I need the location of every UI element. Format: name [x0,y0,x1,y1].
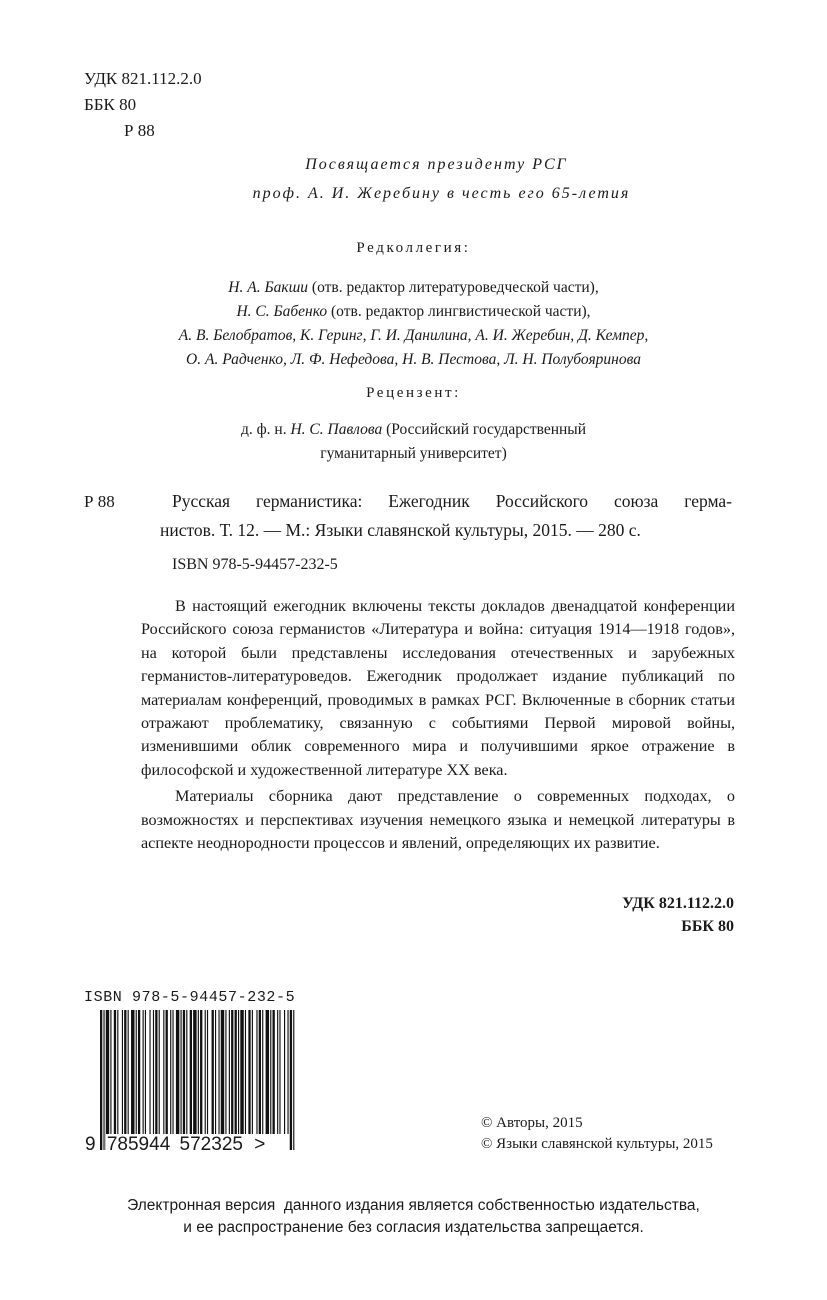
reviewer-line-2: гуманитарный университет) [320,445,507,462]
barcode-bar [166,1010,168,1134]
barcode-isbn-text: ISBN 978-5-94457-232-5 [84,989,296,1006]
barcode-bar [193,1010,196,1134]
barcode-bar [266,1010,269,1134]
barcode-bar [181,1010,182,1134]
barcode-bar [290,1010,292,1150]
barcode-bar [221,1010,224,1134]
barcode-bar [293,1010,294,1150]
barcode-bar [259,1010,261,1134]
reviewer-line-1: д. ф. н. Н. С. Павлова (Российский государственный [240,421,587,438]
barcode-bar [155,1010,157,1134]
barcode-bar [277,1010,278,1134]
barcode-bar [225,1010,226,1134]
barcode-bar [122,1010,123,1134]
biblio-line-1: Русская германистика: Ежегодник Российского союза герма- [172,491,732,511]
board-line-2: Н. С. Бабенко (отв. редактор лингвистической части), [236,303,591,320]
barcode-first-digit: 9 [85,1134,96,1155]
barcode-bar [248,1010,250,1134]
biblio-line-2: нистов. Т. 12. — М.: Языки славянской культуры, 2015. — 280 с. [160,520,641,540]
barcode-bar [215,1010,216,1134]
copyright-authors: © Авторы, 2015 [481,1115,583,1131]
barcode-bar [103,1010,104,1150]
classification-codes-bottom [622,892,734,938]
classification-codes-top [84,66,202,144]
barcode-bar [284,1010,285,1134]
barcode-bar [240,1010,243,1134]
barcode-bar [131,1010,134,1134]
board-line-3: А. В. Белобратов, К. Геринг, Г. И. Данилина, А. И. Жеребин, Д. Кемпер, [178,327,649,344]
barcode-digits [84,1134,266,1156]
barcode-bar [218,1010,219,1134]
barcode-bar [198,1010,199,1150]
abstract [141,595,735,855]
barcode-bar [143,1010,144,1134]
barcode-bar [238,1010,239,1134]
barcode-bar [279,1010,280,1134]
bibliographic-record [160,487,732,545]
barcode-bar [270,1010,271,1134]
barcode-bar [114,1010,116,1134]
editorial-board [0,276,827,372]
barcode-group-2: 572325 [179,1134,243,1155]
barcode-bar [190,1010,192,1134]
barcode-bar [149,1010,150,1134]
barcode-bar [124,1010,126,1134]
barcode-bar [235,1010,237,1134]
barcode-bar [212,1010,214,1134]
barcode-bar [231,1010,233,1134]
board-heading: Редколлегия: [356,240,471,256]
biblio-mark: Р 88 [84,492,115,511]
abstract-paragraph-1: В настоящий ежегодник включены тексты докладов двенадцатой конференции Российского союза германистов «Литература и война: ситуация 1914—1918 годов», на которой были представлены исследования отечественных и зарубежных германистов-литературоведов. Ежегодник продолжает издание публикаций по материалам конференций, проводимых в рамках РСГ. Включенные в сборник статьи отражают проблематику, связанную с событиями Первой мировой войны, изменившими облик современного мира и получившими яркое отражение в философской и художественной литературе XX века. [141,597,735,779]
barcode-bar [117,1010,118,1134]
barcode-bar [245,1010,246,1134]
barcode-bar [128,1010,129,1134]
reviewer-heading: Рецензент: [366,385,461,401]
barcode-bar [136,1010,137,1134]
barcode-bar [110,1010,111,1134]
barcode-bar [200,1010,202,1150]
barcode-bar [145,1010,146,1134]
barcode-bar [176,1010,179,1134]
dedication-line-1: Посвящается президенту РСГ [305,156,568,173]
notice-line-2: и ее распространение без согласия издательства запрещается. [183,1219,644,1236]
barcode-bar [205,1010,206,1134]
barcode-bar [183,1010,185,1134]
bbk-code-bottom: ББК 80 [681,918,734,935]
barcode-bar [287,1010,288,1134]
dedication [0,150,827,208]
barcode-bar [159,1010,160,1134]
board-line-4: О. А. Радченко, Л. Ф. Нефедова, Н. В. Пестова, Л. Н. Полубояринова [186,351,641,368]
barcode-bar [186,1010,187,1134]
bbk-code: ББК 80 [84,95,137,114]
udk-code: УДК 821.112.2.0 [84,69,202,88]
barcode-bar [170,1010,171,1134]
copyright-publisher: © Языки славянской культуры, 2015 [481,1136,713,1152]
board-line-1: Н. А. Бакши (отв. редактор литературоведческой части), [228,279,599,296]
barcode-bar [229,1010,230,1134]
copyright-notice [0,1195,827,1239]
barcode-bar [256,1010,257,1134]
barcode-group-1: 785944 [106,1134,171,1155]
barcode-bar [252,1010,253,1134]
reviewer [0,418,827,466]
barcode-bar [163,1010,164,1134]
barcode-bar [100,1010,102,1150]
barcode-bar [207,1010,208,1134]
barcode-bar [262,1010,263,1134]
reviewer-name: Н. С. Павлова [290,421,383,438]
barcode-bar [106,1010,109,1150]
board-editor-1: Н. А. Бакши [228,279,309,296]
isbn-line: ISBN 978-5-94457-232-5 [172,556,338,573]
barcode-bar [153,1010,154,1134]
barcode-icon [100,1010,296,1150]
abstract-paragraph-2: Материалы сборника дают представление о современных подходах, о возможностях и перспективах изучения немецкого языка и немецкой литературы в аспекте неоднородности процессов и явлений, определяющих их развитие. [141,787,735,853]
barcode-bar [273,1010,275,1134]
udk-code-bottom: УДК 821.112.2.0 [622,895,734,912]
dedication-line-2: проф. А. И. Жеребину в честь его 65-летия [252,185,631,202]
board-editor-2: Н. С. Бабенко [236,303,328,320]
notice-line-1: Электронная версия данного издания является собственностью издательства, [127,1197,700,1214]
author-mark: Р 88 [124,121,155,140]
barcode-arrow: > [254,1134,266,1155]
copyright [481,1113,713,1155]
barcode-bar [138,1010,140,1134]
barcode-bar [172,1010,173,1134]
